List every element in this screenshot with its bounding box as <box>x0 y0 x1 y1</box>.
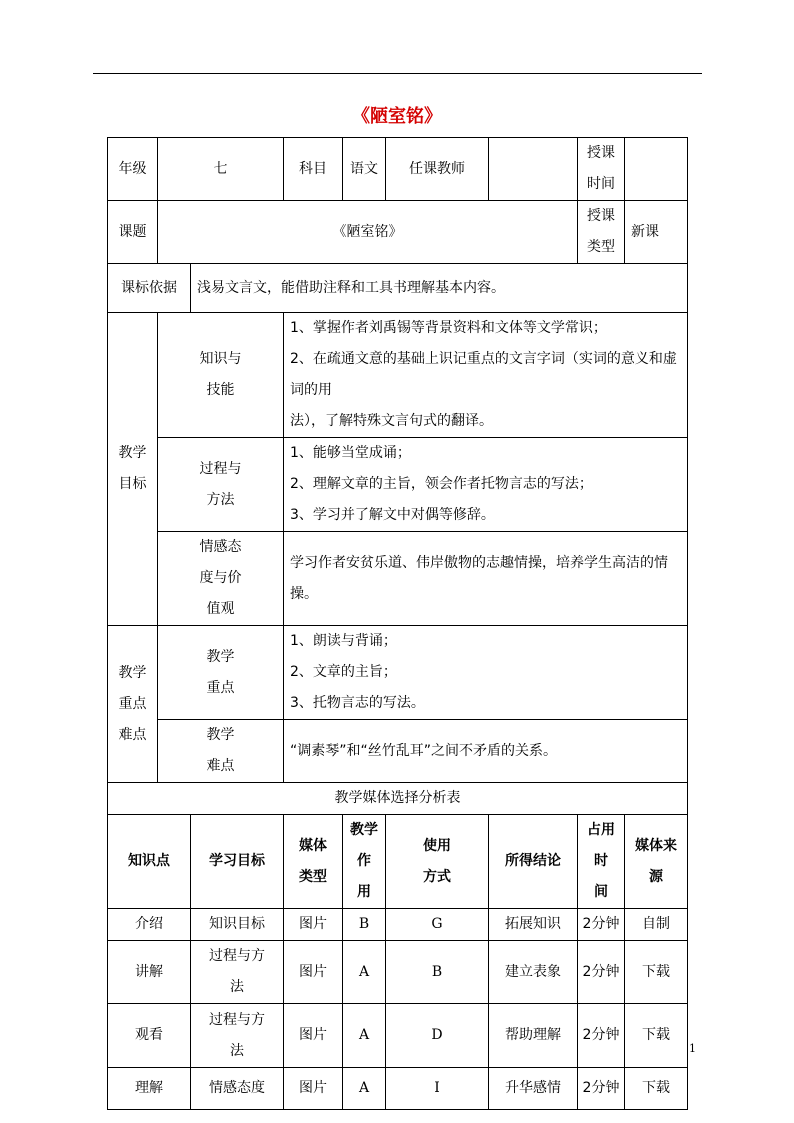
media-mode: D <box>386 1004 489 1068</box>
teaching-focus-label: 教学 重点 <box>158 626 284 720</box>
media-source: 下载 <box>625 941 688 1004</box>
media-goal: 知识目标 <box>191 909 284 941</box>
media-point: 理解 <box>108 1068 191 1110</box>
media-result: 帮助理解 <box>489 1004 578 1068</box>
media-type: 图片 <box>284 1068 343 1110</box>
media-source: 下载 <box>625 1068 688 1110</box>
media-header-type: 媒体 类型 <box>284 815 343 909</box>
standard-text: 浅易文言文，能借助注释和工具书理解基本内容。 <box>191 264 688 313</box>
media-type: 图片 <box>284 1004 343 1068</box>
media-time: 2分钟 <box>578 941 625 1004</box>
media-role: A <box>343 941 386 1004</box>
table-row <box>108 941 688 1004</box>
media-header-source: 媒体来源 <box>625 815 688 909</box>
media-result: 升华感情 <box>489 1068 578 1110</box>
class-time-label: 授课时间 <box>578 138 625 201</box>
standard-label: 课标依据 <box>108 264 191 313</box>
class-time-value <box>625 138 688 201</box>
knowledge-skills-label: 知识与 技能 <box>158 313 284 438</box>
table-row <box>108 1004 688 1068</box>
process-methods-content: 1、能够当堂成诵； 2、理解文章的主旨，领会作者托物言志的写法； 3、学习并了解文中对偶等修辞。 <box>284 438 688 532</box>
table-row <box>108 1068 688 1110</box>
header-rule <box>93 73 702 74</box>
media-mode: G <box>386 909 489 941</box>
media-header-point: 知识点 <box>108 815 191 909</box>
media-time: 2分钟 <box>578 1068 625 1110</box>
process-methods-label: 过程与 方法 <box>158 438 284 532</box>
table-row <box>108 909 688 941</box>
topic-value: 《陋室铭》 <box>158 201 578 264</box>
media-result: 拓展知识 <box>489 909 578 941</box>
class-type-label: 授课类型 <box>578 201 625 264</box>
emotion-values-content: 学习作者安贫乐道、伟岸傲物的志趣情操，培养学生高洁的情操。 <box>284 532 688 626</box>
media-goal: 情感态度 <box>191 1068 284 1110</box>
media-point: 介绍 <box>108 909 191 941</box>
media-type: 图片 <box>284 941 343 1004</box>
objectives-label: 教学 目标 <box>108 313 158 626</box>
media-point: 讲解 <box>108 941 191 1004</box>
media-header-mode: 使用 方式 <box>386 815 489 909</box>
page-number: 1 <box>689 1042 696 1055</box>
teacher-value <box>489 138 578 201</box>
media-header-goal: 学习目标 <box>191 815 284 909</box>
subject-value: 语文 <box>343 138 386 201</box>
media-result: 建立表象 <box>489 941 578 1004</box>
media-mode: B <box>386 941 489 1004</box>
media-role: A <box>343 1004 386 1068</box>
topic-label: 课题 <box>108 201 158 264</box>
media-role: A <box>343 1068 386 1110</box>
media-time: 2分钟 <box>578 909 625 941</box>
media-table-title: 教学媒体选择分析表 <box>108 783 688 815</box>
lesson-plan-table <box>107 137 688 1110</box>
teacher-label: 任课教师 <box>386 138 489 201</box>
media-type: 图片 <box>284 909 343 941</box>
media-time: 2分钟 <box>578 1004 625 1068</box>
teaching-difficulty-content: “调素琴”和“丝竹乱耳”之间不矛盾的关系。 <box>284 720 688 783</box>
keypoints-label: 教学 重点 难点 <box>108 626 158 783</box>
media-mode: I <box>386 1068 489 1110</box>
media-point: 观看 <box>108 1004 191 1068</box>
teaching-focus-content: 1、朗读与背诵； 2、文章的主旨； 3、托物言志的写法。 <box>284 626 688 720</box>
emotion-values-label: 情感态 度与价 值观 <box>158 532 284 626</box>
media-header-time: 占用 时 间 <box>578 815 625 909</box>
media-source: 自制 <box>625 909 688 941</box>
media-header-role: 教学 作 用 <box>343 815 386 909</box>
class-type-value: 新课 <box>625 201 688 264</box>
document-title: 《陋室铭》 <box>352 106 442 127</box>
grade-value: 七 <box>158 138 284 201</box>
media-role: B <box>343 909 386 941</box>
media-goal: 过程与方 法 <box>191 1004 284 1068</box>
knowledge-skills-content: 1、掌握作者刘禹锡等背景资料和文体等文学常识； 2、在疏通文意的基础上识记重点的文言字词（实词的意义和虚词的用 法），了解特殊文言句式的翻译。 <box>284 313 688 438</box>
media-source: 下载 <box>625 1004 688 1068</box>
media-goal: 过程与方 法 <box>191 941 284 1004</box>
teaching-difficulty-label: 教学 难点 <box>158 720 284 783</box>
subject-label: 科目 <box>284 138 343 201</box>
grade-label: 年级 <box>108 138 158 201</box>
media-header-result: 所得结论 <box>489 815 578 909</box>
